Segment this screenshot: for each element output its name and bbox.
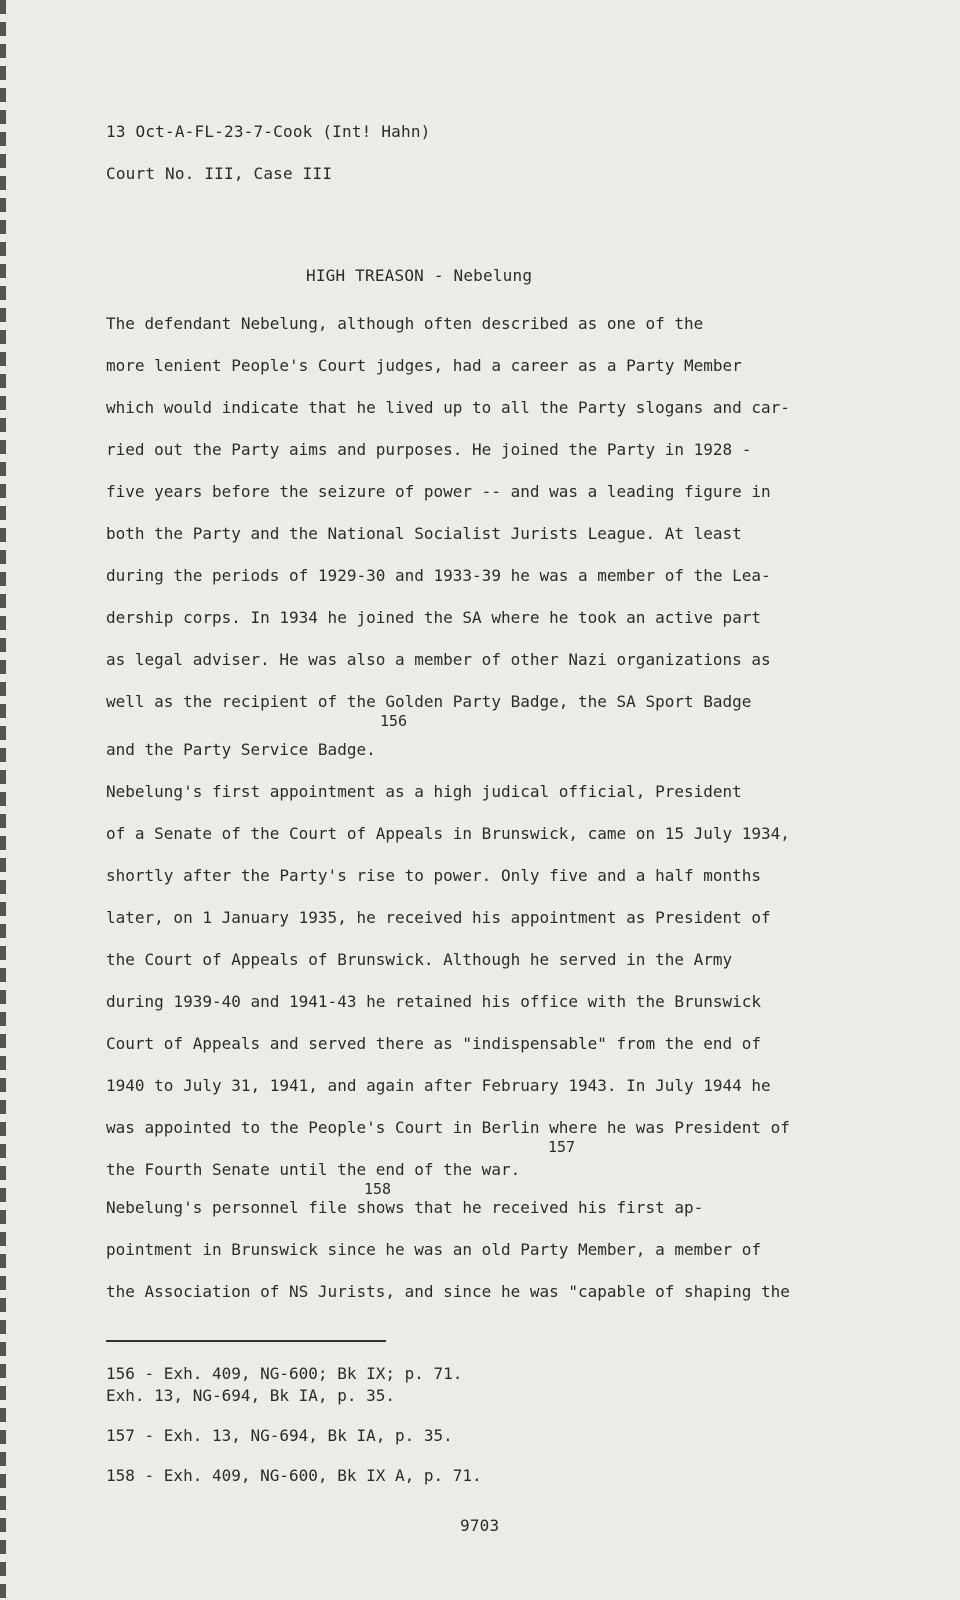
page-number: 9703 (460, 1516, 500, 1535)
paragraph-line: dership corps. In 1934 he joined the SA where he took an active part (106, 608, 762, 627)
footnote-ref-156: 156 (380, 712, 408, 730)
paragraph-line: during the periods of 1929-30 and 1933-39 he was a member of the Lea- (106, 566, 771, 585)
header-line-1: 13 Oct-A-FL-23-7-Cook (Int! Hahn) (106, 122, 431, 141)
paragraph-line: during 1939-40 and 1941-43 he retained his office with the Brunswick (106, 992, 762, 1011)
paragraph-line: the Court of Appeals of Brunswick. Although he served in the Army (106, 950, 733, 969)
header-line-2: Court No. III, Case III (106, 164, 333, 183)
paragraph-line: shortly after the Party's rise to power. Only five and a half months (106, 866, 762, 885)
paragraph-line: well as the recipient of the Golden Party Badge, the SA Sport Badge (106, 692, 752, 711)
paragraph-line: and the Party Service Badge. (106, 740, 376, 759)
paragraph-line: Nebelung's personnel file shows that he received his first ap- (106, 1198, 704, 1217)
paragraph-line: later, on 1 January 1935, he received his appointment as President of (106, 908, 771, 927)
footnote-ref-158: 158 (364, 1180, 392, 1198)
paragraph-line: Nebelung's first appointment as a high judical official, President (106, 782, 742, 801)
footnote-divider (106, 1340, 386, 1342)
footnote-ref-157: 157 (548, 1138, 576, 1156)
paragraph-line: five years before the seizure of power -- and was a leading figure in (106, 482, 771, 501)
footnote-157: 157 - Exh. 13, NG-694, Bk IA, p. 35. (106, 1426, 453, 1445)
binding-edge-marks (0, 0, 6, 1600)
paragraph-line: which would indicate that he lived up to all the Party slogans and car- (106, 398, 790, 417)
paragraph-line: 1940 to July 31, 1941, and again after February 1943. In July 1944 he (106, 1076, 771, 1095)
paragraph-line: more lenient People's Court judges, had a career as a Party Member (106, 356, 742, 375)
paragraph-line: the Association of NS Jurists, and since he was "capable of shaping the (106, 1282, 790, 1301)
paragraph-line: the Fourth Senate until the end of the war. (106, 1160, 521, 1179)
paragraph-line: as legal adviser. He was also a member of other Nazi organizations as (106, 650, 771, 669)
paragraph-line: The defendant Nebelung, although often described as one of the (106, 314, 704, 333)
section-heading: HIGH TREASON - Nebelung (306, 266, 533, 285)
paragraph-line: both the Party and the National Socialist Jurists League. At least (106, 524, 742, 543)
paragraph-line: Court of Appeals and served there as "indispensable" from the end of (106, 1034, 762, 1053)
footnote-156: 156 - Exh. 409, NG-600; Bk IX; p. 71. (106, 1364, 463, 1383)
paragraph-line: of a Senate of the Court of Appeals in Brunswick, came on 15 July 1934, (106, 824, 790, 843)
paragraph-line: was appointed to the People's Court in Berlin where he was President of (106, 1118, 790, 1137)
footnote-158: 158 - Exh. 409, NG-600, Bk IX A, p. 71. (106, 1466, 482, 1485)
footnote-156-cont: Exh. 13, NG-694, Bk IA, p. 35. (106, 1386, 395, 1405)
paragraph-line: ried out the Party aims and purposes. He joined the Party in 1928 - (106, 440, 752, 459)
paragraph-line: pointment in Brunswick since he was an old Party Member, a member of (106, 1240, 762, 1259)
